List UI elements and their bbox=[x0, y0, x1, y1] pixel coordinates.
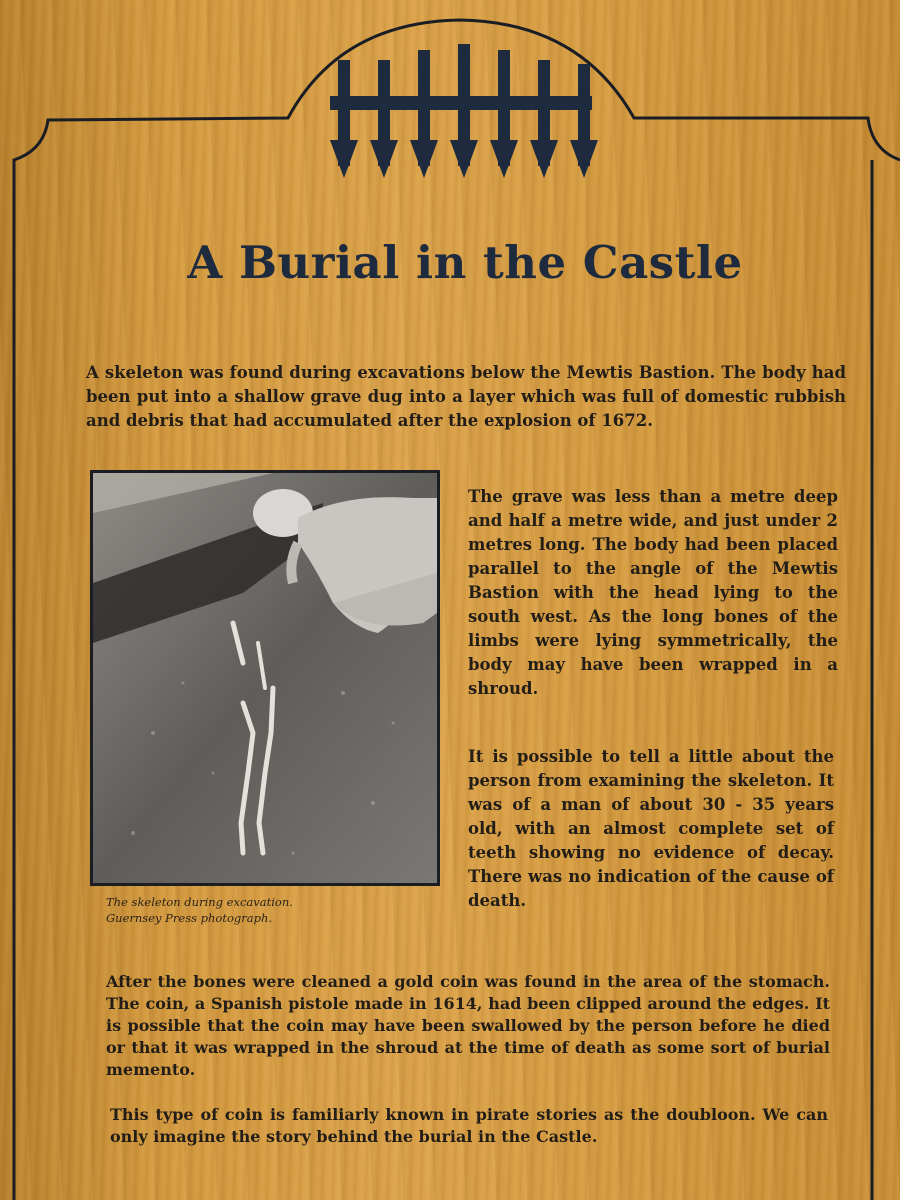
caption-line-2: Guernsey Press photograph. bbox=[106, 911, 273, 925]
portcullis-icon bbox=[330, 44, 598, 178]
skeleton-analysis-paragraph: It is possible to tell a little about the person from examining the skeleton. It was of a man of about 30 - 35 years old, with an almost complete set of teeth showing no evidence of decay. There was no indication of the cause of death. bbox=[468, 746, 834, 910]
intro-paragraph: A skeleton was found during excavations below the Mewtis Bastion. The body had been put into a shallow grave dug into a layer which was full of domestic rubbish and debris that had accumulated after the explosion of 1672. bbox=[86, 362, 846, 430]
sign-title: A Burial in the Castle bbox=[187, 236, 743, 289]
excavation-photo bbox=[90, 470, 440, 886]
photo-caption bbox=[106, 894, 293, 926]
grave-description-paragraph: The grave was less than a metre deep and half a metre wide, and just under 2 metres long. The body had been placed parallel to the angle of the Mewtis Bastion with the head lying to the south west. As the long bones of the limbs were lying symmetrically, the body may have been wrapped in a shroud. bbox=[468, 486, 838, 698]
skeleton-photo-image bbox=[93, 473, 437, 883]
caption-line-1: The skeleton during excavation. bbox=[106, 895, 293, 909]
doubloon-paragraph: This type of coin is familiarly known in pirate stories as the doubloon. We can only imagine the story behind the burial in the Castle. bbox=[110, 1105, 828, 1146]
coin-discovery-paragraph: After the bones were cleaned a gold coin was found in the area of the stomach. The coin, a Spanish pistole made in 1614, had been clipped around the edges. It is possible that the coin may have been swallowed by the person before he died or that it was wrapped in the shroud at the time of death as some sort of burial memento. bbox=[106, 972, 830, 1079]
